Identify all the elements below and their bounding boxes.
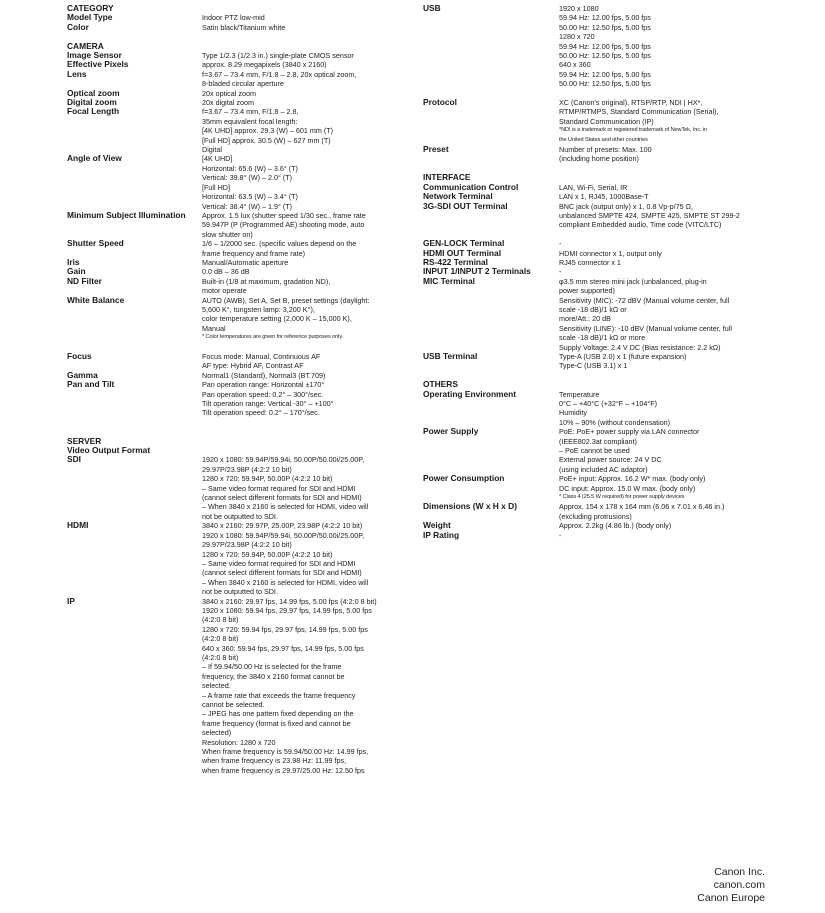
- spec-row-focus: [67, 352, 402, 371]
- spec-row-model-type: [67, 13, 402, 22]
- spec-value: AUTO (AWB), Set A, Set B, preset settings (daylight: 5,600 K°, tungsten lamp: 3,200 K°), color temperature setting (2,000 K – 15,000 K), Manual: [202, 295, 370, 333]
- company-name: Canon Inc.: [714, 866, 765, 878]
- spec-row-preset: [423, 145, 768, 164]
- spec-value-block: [202, 60, 402, 69]
- spec-label: Color: [67, 21, 89, 32]
- spec-value-block: [202, 597, 402, 776]
- spec-row-shutter-speed: [67, 239, 402, 258]
- spec-value: HDMI connector x 1, output only: [559, 248, 662, 258]
- spec-row-video-output-format: [67, 446, 402, 455]
- spec-label: Effective Pixels: [67, 59, 129, 70]
- spec-label: Dimensions (W x H x D): [423, 501, 517, 512]
- spec-value: 0.0 dB – 36 dB: [202, 267, 250, 277]
- spec-label: IP Rating: [423, 529, 460, 540]
- spec-value-block: [559, 531, 768, 540]
- spec-value: 20x digital zoom: [202, 98, 254, 108]
- spec-label: Lens: [67, 68, 87, 79]
- spec-value: φ3.5 mm stereo mini jack (unbalanced, plug-in power supported) Sensitivity (MIC): -72 dBV (Manual volume center, full scale -18 dB)/1 kΩ or more/Att.: 20 dB Sensitivity (LINE): -10 dBV (Manual volume center, full scale -18 dB)/1 kΩ or more Supply Voltage: 2.4 V DC (Bias resistance: 2.2 kΩ): [559, 276, 732, 352]
- spec-value: PoE: PoE+ power supply via LAN connector (IEEE802.3at compliant) – PoE cannot be used External power source: 24 V DC (using included AC adaptor): [559, 427, 700, 474]
- spec-value: XC (Canon's original), RTSP/RTP, NDI | HX*, RTMP/RTMPS, Standard Communication (Serial), Standard Communication (IP): [559, 98, 719, 126]
- spec-label: USB Terminal: [423, 350, 478, 361]
- spec-label: USB: [423, 3, 441, 13]
- spec-value: Approx. 2.2kg (4.86 lb.) (body only): [559, 521, 672, 531]
- spec-row-power-consumption: [423, 474, 768, 502]
- spec-value-block: [559, 390, 768, 428]
- spec-label: Preset: [423, 144, 449, 155]
- spec-value-block: [559, 202, 768, 230]
- spec-label: Communication Control: [423, 181, 519, 192]
- spec-label: Focus: [67, 351, 92, 361]
- spec-value-block: [202, 267, 402, 276]
- spec-row-power-supply: [423, 427, 768, 474]
- spacer: [423, 89, 768, 98]
- spec-row-angle-of-view: [67, 154, 402, 210]
- spec-row-gamma: [67, 371, 402, 380]
- spec-value: -: [559, 530, 562, 540]
- spec-row-nd-filter: [67, 277, 402, 296]
- spec-label: SDI: [67, 454, 81, 465]
- spec-row-hdmi: [67, 521, 402, 596]
- spec-label: Angle of View: [67, 153, 122, 164]
- spec-value-block: [202, 98, 402, 107]
- section-heading-server: SERVER: [67, 435, 102, 446]
- spec-row-usb: [423, 4, 768, 89]
- spec-value: LAN, Wi-Fi, Serial, IR: [559, 182, 628, 192]
- spec-value-block: [559, 145, 768, 164]
- spec-label: Digital zoom: [67, 97, 117, 108]
- spec-value: 3840 x 2160: 29.97 fps, 14.99 fps, 5.00 fps (4:2:0 8 bit) 1920 x 1080: 59.94 fps, 29.97 fps, 14.99 fps, 5.00 fps (4:2:0 8 bit) 1280 x 720: 59.94 fps, 29.97 fps, 14.99 fps, 5.00 fps (4:2:0 8 bit) 640 x 360: 59.94 fps, 29.97 fps, 14.99 fps, 5.00 fps (4:2:0 8 bit) – If 59.94/50.00 Hz is selected for the frame frequency, the 3840 x 2160 format cannot be selected. – A frame rate that exceeds the frame frequency cannot be selected. – JPEG has one pattern fixed depending on the frame frequency (format is fixed and cannot be selected) Resolution: 1280 x 720 When frame frequency is 59.94/50.00 Hz: 14.99 fps, when frame frequency is 23.98 Hz: 11.99 fps, when frame frequency is 29.97/25.00 Hz: 12.50 fps: [202, 596, 377, 775]
- spec-label: RS-422 Terminal: [423, 256, 489, 267]
- spec-row-sdi: [67, 455, 402, 521]
- spec-label: Minimum Subject Illumination: [67, 209, 186, 220]
- spec-label: HDMI: [67, 520, 89, 531]
- spec-value-block: [202, 239, 402, 258]
- section-heading-camera: CAMERA: [67, 40, 104, 51]
- section-heading-category: CATEGORY: [67, 3, 114, 13]
- spec-label: White Balance: [67, 294, 125, 305]
- spec-label: Model Type: [67, 12, 113, 23]
- spec-label: Pan and Tilt: [67, 379, 115, 390]
- spec-label: Focal Length: [67, 106, 120, 117]
- spec-value: 1920 x 1080: 59.94P/59.94i, 50.00P/50.00i/25.00P, 29.97P/23.98P (4:2:2 10 bit) 1280 x 720: 59.94P, 50.00P (4:2:2 10 bit) – Same video format required for SDI and HDMI (cannot select different formats for SDI and HDMI) – When 3840 x 2160 is selected for HDMI, video will not be outputted to SDI.: [202, 455, 369, 521]
- spec-label: GEN-LOCK Terminal: [423, 238, 505, 249]
- spec-value: 20x optical zoom: [202, 88, 256, 98]
- spec-label: Image Sensor: [67, 50, 122, 61]
- spec-label: Gain: [67, 266, 86, 277]
- spec-value-block: [559, 4, 768, 89]
- spec-value-block: [559, 277, 768, 352]
- spec-value: Number of presets: Max. 100 (including home position): [559, 145, 652, 164]
- spec-value-block: [559, 192, 768, 201]
- spec-row-gain: [67, 267, 402, 276]
- spec-value: Focus mode: Manual, Continuous AF AF type: Hybrid AF, Contrast AF: [202, 352, 321, 371]
- spacer: [67, 32, 402, 41]
- spec-column-right: [423, 4, 768, 540]
- spec-value: Built-in (1/8 at maximum, gradation ND), motor operate: [202, 276, 331, 296]
- spec-row-optical-zoom: [67, 89, 402, 98]
- spec-row-ip-rating: [423, 531, 768, 540]
- spec-value-block: [559, 267, 768, 276]
- spec-value-block: [202, 521, 402, 596]
- spec-value: Indoor PTZ low-mid: [202, 13, 265, 23]
- spacer: [423, 371, 768, 380]
- spec-row-usb-terminal: [423, 352, 768, 371]
- spec-label: ND Filter: [67, 275, 102, 286]
- section-heading-others: OTHERS: [423, 379, 458, 390]
- spacer: [67, 343, 402, 352]
- spec-row-3g-sdi-out-terminal: [423, 202, 768, 230]
- spec-label: Iris: [67, 256, 80, 267]
- spec-row-ip: [67, 597, 402, 776]
- spec-row-effective-pixels: [67, 60, 402, 69]
- spec-value-block: [202, 258, 402, 267]
- spec-label: Power Consumption: [423, 473, 505, 484]
- spec-value-block: [202, 277, 402, 296]
- spec-value: -: [559, 267, 562, 277]
- spec-footnote: * Class 4 (25.5 W required) for power supply devices: [559, 494, 685, 501]
- spec-value-block: [202, 89, 402, 98]
- spec-label: Power Supply: [423, 426, 479, 437]
- spec-row-iris: [67, 258, 402, 267]
- spec-row-weight: [423, 521, 768, 530]
- spec-value: f=3.67 – 73.4 mm, F/1.8 – 2.8, 20x optical zoom, 8-bladed circular aperture: [202, 69, 357, 89]
- spec-value-block: [559, 474, 768, 502]
- spec-value: 3840 x 2160: 29.97P, 25.00P, 23.98P (4:2:2 10 bit) 1920 x 1080: 59.94P/59.94i, 50.00P/50.00i/25.00P, 29.97P/23.98P (4:2:2 10 bit) 1280 x 720: 59.94P, 50.00P (4:2:2 10 bit) – Same video format required for SDI and HDMI (cannot select different formats for SDI and HDMI) – When 3840 x 2160 is selected for HDMI, video will not be outputted to SDI.: [202, 521, 369, 597]
- spec-value-block: [202, 455, 402, 521]
- spec-row-mic-terminal: [423, 277, 768, 352]
- spec-column-left: [67, 4, 402, 775]
- spec-value: approx. 8.29 megapixels (3840 x 2160): [202, 60, 327, 70]
- spec-label: INPUT 1/INPUT 2 Terminals: [423, 266, 531, 277]
- spec-value: Approx. 154 x 178 x 164 mm (6.06 x 7.01 x 6.46 in.) (excluding protrusions): [559, 502, 725, 521]
- spec-value: Temperature 0°C – +40°C (+32°F – +104°F) Humidity 10% – 90% (without condensation): [559, 389, 671, 427]
- spec-value-block: [559, 502, 768, 521]
- spec-row-pan-and-tilt: [67, 380, 402, 418]
- spec-footnote: * Color temperatures are given for reference purposes only.: [202, 334, 344, 341]
- spec-label: Network Terminal: [423, 191, 493, 202]
- spec-row-minimum-subject-illumination: [67, 211, 402, 239]
- spec-value-block: [559, 239, 768, 248]
- spec-label: Weight: [423, 520, 451, 531]
- spec-label: MIC Terminal: [423, 275, 475, 286]
- spec-value: PoE+ input: Approx. 16.2 W* max. (body only) DC input: Approx. 15.0 W max. (body only): [559, 474, 706, 493]
- spec-row-protocol: [423, 98, 768, 145]
- spec-label: 3G-SDI OUT Terminal: [423, 200, 508, 211]
- spacer: [67, 418, 402, 427]
- spec-footnote: *NDI is a trademark or registered trademark of NewTek, Inc. in the United States and other countries: [559, 127, 707, 143]
- spec-value-block: [202, 23, 402, 32]
- spec-value-block: [559, 352, 768, 371]
- company-website: canon.com: [713, 879, 765, 891]
- spec-value-block: [202, 154, 402, 210]
- spec-value-block: [202, 380, 402, 418]
- spec-value: Satin black/Titanium white: [202, 22, 286, 32]
- spec-value-block: [202, 296, 402, 343]
- spec-value: 1/6 – 1/2000 sec. (specific values depend on the frame frequency and frame rate): [202, 239, 357, 258]
- spacer: [423, 164, 768, 173]
- spec-value: BNC jack (output only) x 1, 0.8 Vp-p/75 Ω, unbalanced SMPTE 424, SMPTE 425, SMPTE ST 299-2 compliant Embedded audio, Time code (VITC/LTC): [559, 201, 740, 230]
- spec-value-block: [559, 249, 768, 258]
- company-region: Canon Europe: [697, 892, 765, 904]
- spec-value: Type 1/2.3 (1/2.3 in.) single-plate CMOS sensor: [202, 51, 354, 61]
- spec-label: Operating Environment: [423, 388, 517, 399]
- spec-value: -: [559, 239, 562, 249]
- spec-value: RJ45 connector x 1: [559, 257, 621, 267]
- spec-value: Pan operation range: Horizontal ±170° Pan operation speed: 0.2° – 300°/sec. Tilt operation range: Vertical -30° – +100° Tilt operation speed: 0.2° – 170°/sec.: [202, 380, 334, 418]
- spec-value-block: [559, 258, 768, 267]
- section-heading-interface: INTERFACE: [423, 172, 471, 183]
- company-footer: [697, 866, 765, 905]
- spec-value: Manual/Automatic aperture: [202, 257, 289, 267]
- spec-value: 1920 x 1080 59.94 Hz: 12.00 fps, 5.00 fps 50.00 Hz: 12.50 fps, 5.00 fps 1280 x 720 59.94 Hz: 12.00 fps, 5.00 fps 50.00 Hz: 12.50 fps, 5.00 fps 640 x 360 59.94 Hz: 12.00 fps, 5.00 fps 50.00 Hz: 12.50 fps, 5.00 fps: [559, 4, 651, 89]
- spec-value-block: [202, 352, 402, 371]
- spec-row-lens: [67, 70, 402, 89]
- spec-row-white-balance: [67, 296, 402, 343]
- spec-label: IP: [67, 595, 75, 606]
- spec-row-focal-length: [67, 107, 402, 154]
- spec-value: [4K UHD] Horizontal: 65.6 (W) – 3.6° (T) Vertical: 39.8° (W) – 2.0° (T) [Full HD] Horizontal: 63.5 (W) – 3.4° (T) Vertical: 38.4° (W) – 1.9° (T): [202, 154, 298, 211]
- spec-value-block: [559, 521, 768, 530]
- spec-value-block: [202, 371, 402, 380]
- spec-label: Optical zoom: [67, 87, 120, 98]
- spec-value: f=3.67 – 73.4 mm, F/1.8 – 2.8, 35mm equivalent focal length: [4K UHD] approx. 29.3 (W) – 601 mm (T) [Full HD] approx. 30.5 (W) – 627 mm (T) Digital: [202, 107, 334, 155]
- spec-value-block: [559, 427, 768, 474]
- spacer: [67, 427, 402, 436]
- spec-label: Protocol: [423, 97, 457, 108]
- spec-label: Shutter Speed: [67, 238, 124, 249]
- spec-value-block: [559, 98, 768, 145]
- spec-row-color: [67, 23, 402, 32]
- spec-value-block: [202, 51, 402, 60]
- spec-label: Gamma: [67, 369, 98, 380]
- spec-value-block: [202, 70, 402, 89]
- spec-label: Video Output Format: [67, 445, 151, 456]
- spec-value-block: [202, 211, 402, 239]
- spec-value: Type-A (USB 2.0) x 1 (future expansion) Type-C (USB 3.1) x 1: [559, 351, 687, 371]
- spec-row-operating-environment: [423, 390, 768, 428]
- spec-value-block: [202, 107, 402, 154]
- spec-value-block: [202, 13, 402, 22]
- spec-value-block: [559, 183, 768, 192]
- spec-label: HDMI OUT Terminal: [423, 247, 502, 258]
- spec-row-dimensions-w-x-h-x-d: [423, 502, 768, 521]
- spec-value: Approx. 1.5 lux (shutter speed 1/30 sec., frame rate 59.947P (P (Programmed AE) shooting mode, auto slow shutter on): [202, 210, 366, 239]
- spec-value: LAN x 1, RJ45, 1000Base-T: [559, 192, 649, 202]
- spec-value: Normal1 (Standard), Normal3 (BT.709): [202, 370, 326, 380]
